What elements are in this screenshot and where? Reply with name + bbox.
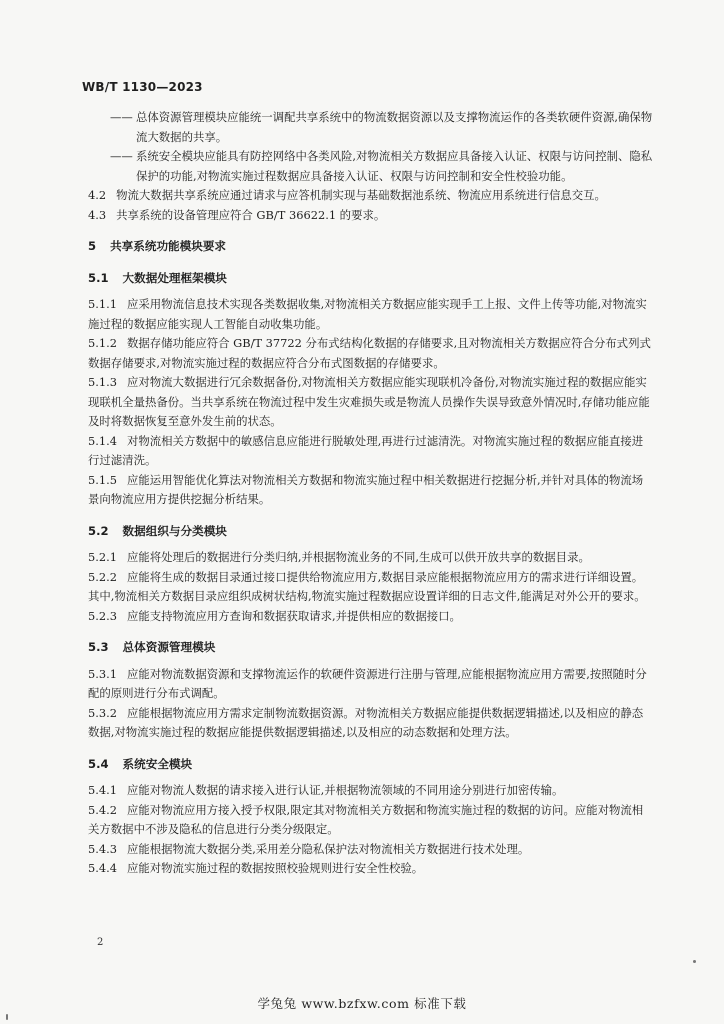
subsection-heading-5-4	[88, 755, 654, 775]
clause-5-1-4	[88, 432, 654, 471]
clause-text: 应能将处理后的数据进行分类归纳,并根据物流业务的不同,生成可以供开放共享的数据目录。	[126, 550, 590, 564]
scan-speck	[6, 1014, 8, 1020]
clause-number: 4.2	[88, 188, 107, 202]
clause-number: 5.1.3	[88, 375, 117, 389]
clause-number: 5.1.2	[88, 336, 117, 350]
clause-text: 应能对物流数据资源和支撑物流运作的软硬件资源进行注册与管理,应能根据物流应用方需要,按照随时分配的原则进行分布式调配。	[88, 666, 647, 700]
clause-5-2-3	[88, 607, 654, 627]
scan-speck	[693, 960, 696, 963]
subsection-heading-5-2	[88, 522, 654, 542]
dash-item-text: 总体资源管理模块应能统一调配共享系统中的物流数据资源以及支撑物流运作的各类软硬件资源,确保物流大数据的共享。	[136, 110, 653, 144]
clause-4-3	[88, 206, 654, 226]
clause-text: 共享系统的设备管理应符合 GB/T 36622.1 的要求。	[116, 207, 386, 222]
footer-watermark-text: 学兔兔 www.bzfxw.com 标准下载	[257, 996, 467, 1011]
clause-5-3-1	[88, 665, 654, 704]
clause-number: 5.4.4	[88, 861, 117, 875]
subsection-heading-5-1	[88, 269, 654, 289]
clause-text: 应能对物流人数据的请求接入进行认证,并根据物流领域的不同用途分别进行加密传输。	[126, 783, 564, 797]
subsection-title: 系统安全模块	[122, 756, 193, 771]
dash-list-item	[88, 147, 654, 186]
dash-marker: ——	[110, 110, 133, 124]
clause-4-2	[88, 186, 654, 206]
clause-5-1-1	[88, 295, 654, 334]
clause-5-2-1	[88, 548, 654, 568]
clause-5-1-3	[88, 373, 654, 432]
clause-5-4-3	[88, 840, 654, 860]
clause-5-1-2	[88, 334, 654, 373]
clause-number: 5.2.2	[88, 569, 117, 584]
clause-text: 应能根据物流应用方需求定制物流数据资源。对物流相关方数据应能提供数据逻辑描述,以及相应的静态数据,对物流实施过程的数据应能提供数据逻辑描述,以及相应的动态数据和处理方法。	[88, 705, 644, 739]
clause-number: 5.2.3	[88, 608, 117, 623]
section-heading-5	[88, 237, 654, 257]
dash-list-item	[88, 108, 654, 147]
clause-text: 应能根据物流大数据分类,采用差分隐私保护法对物流相关方数据进行技术处理。	[126, 841, 530, 856]
subsection-title: 总体资源管理模块	[122, 640, 216, 654]
subsection-number: 5.1	[88, 270, 109, 285]
page-number: 2	[97, 937, 104, 948]
dash-item-text: 系统安全模块应能具有防控网络中各类风险,对物流相关方数据应具备接入认证、权限与访问控制、隐私保护的功能,对物流实施过程数据应具备接入认证、权限与访问控制和安全性校验功能。	[136, 149, 653, 183]
dash-marker: ——	[110, 149, 133, 163]
clause-5-4-1	[88, 781, 654, 801]
clause-5-3-2	[88, 704, 654, 743]
subsection-heading-5-3	[88, 638, 654, 658]
clause-text: 应能对物流实施过程的数据按照校验规则进行安全性校验。	[126, 861, 424, 875]
clause-text: 对物流相关方数据中的敏感信息应能进行脱敏处理,再进行过滤清洗。对物流实施过程的数据应能直接进行过滤清洗。	[88, 433, 644, 467]
standard-code-header: WB/T 1130—2023	[82, 80, 203, 94]
clause-text: 应能将生成的数据目录通过接口提供给物流应用方,数据目录应能根据物流应用方的需求进行详细设置。其中,物流相关方数据目录应组织成树状结构,物流实施过程数据应设置详细的日志文件,能满足对外公开的要求。	[88, 569, 646, 603]
subsection-title: 数据组织与分类模块	[122, 523, 227, 538]
clause-number: 5.1.1	[88, 297, 117, 311]
subsection-title: 大数据处理框架模块	[122, 270, 227, 285]
section-number: 5	[88, 239, 97, 253]
clause-text: 应能对物流应用方接入授予权限,限定其对物流相关方数据和物流实施过程的数据的访问。应能对物流相关方数据中不涉及隐私的信息进行分类分级限定。	[88, 802, 644, 836]
clause-text: 数据存储功能应符合 GB/T 37722 分布式结构化数据的存储要求,且对物流相关方数据应符合分布式列式数据存储要求,对物流实施过程的数据应符合分布式图数据的存储要求。	[88, 336, 651, 370]
clause-5-2-2	[88, 568, 654, 607]
clause-text: 物流大数据共享系统应通过请求与应答机制实现与基础数据池系统、物流应用系统进行信息交互。	[116, 188, 606, 202]
clause-text: 应能运用智能优化算法对物流相关方数据和物流实施过程中相关数据进行挖掘分析,并针对具体的物流场景向物流应用方提供挖掘分析结果。	[88, 472, 644, 506]
clause-number: 5.4.1	[88, 783, 117, 797]
subsection-number: 5.2	[88, 523, 109, 538]
clause-number: 5.3.1	[88, 666, 117, 681]
section-title: 共享系统功能模块要求	[110, 239, 227, 253]
subsection-number: 5.3	[88, 640, 109, 654]
clause-number: 5.4.2	[88, 802, 117, 817]
clause-5-1-5	[88, 471, 654, 510]
clause-5-4-2	[88, 801, 654, 840]
clause-number: 4.3	[88, 207, 107, 222]
clause-5-4-4	[88, 859, 654, 879]
clause-number: 5.2.1	[88, 550, 117, 564]
clause-text: 应采用物流信息技术实现各类数据收集,对物流相关方数据应能实现手工上报、文件上传等功能,对物流实施过程的数据应能实现人工智能自动收集功能。	[88, 297, 647, 331]
clause-number: 5.1.5	[88, 472, 117, 487]
clause-number: 5.3.2	[88, 705, 117, 720]
clause-number: 5.4.3	[88, 841, 117, 856]
subsection-number: 5.4	[88, 756, 109, 771]
clause-text: 应能支持物流应用方查询和数据获取请求,并提供相应的数据接口。	[126, 608, 461, 623]
document-body	[88, 108, 654, 879]
clause-text: 应对物流大数据进行冗余数据备份,对物流相关方数据应能实现联机冷备份,对物流实施过程的数据应能实现联机全量热备份。当共享系统在物流过程中发生灾难损失或是物流人员操作失误导致意外情况时,存储功能应能及时将数据恢复至意外发生前的状态。	[88, 375, 650, 428]
clause-number: 5.1.4	[88, 433, 117, 448]
